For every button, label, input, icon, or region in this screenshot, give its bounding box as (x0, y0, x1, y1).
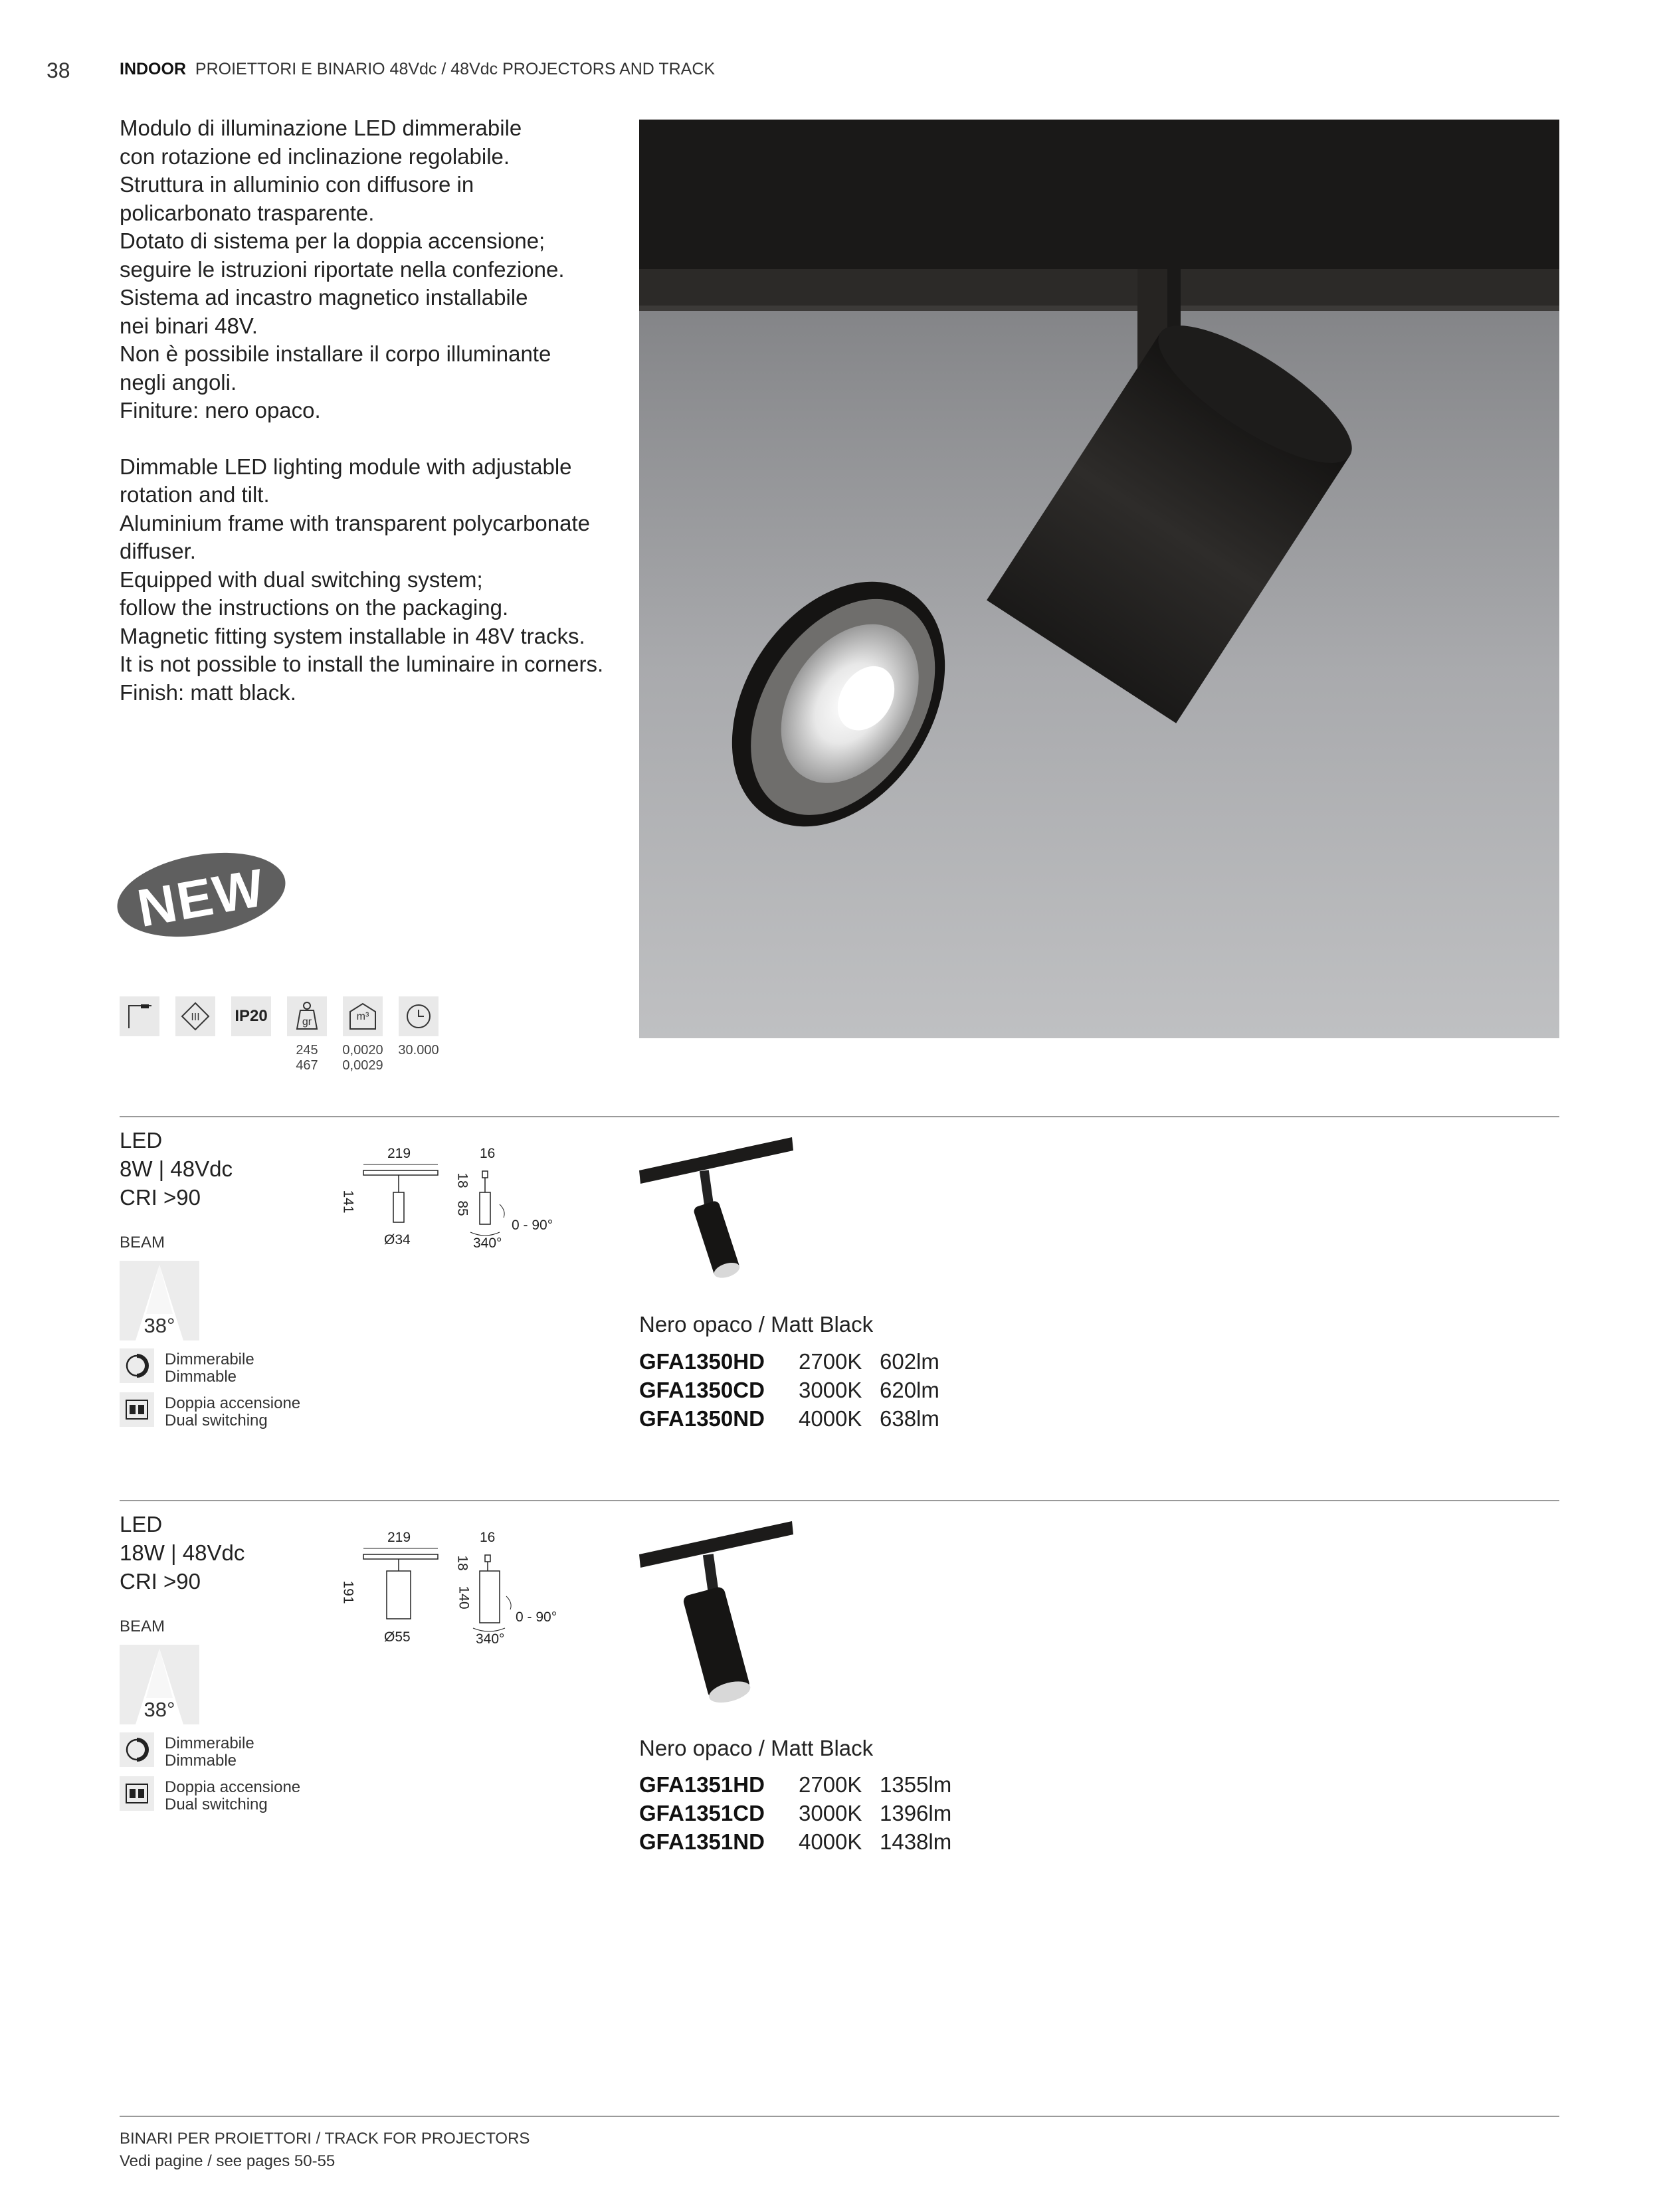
variant-cct: 4000K (799, 1406, 862, 1431)
desc-it-line: con rotazione ed inclinazione regolabile. (120, 143, 510, 169)
switch-it: Doppia accensione (165, 1394, 301, 1412)
variant-code: GFA1350HD (639, 1349, 765, 1374)
badge-text: NEW (133, 857, 270, 939)
spotlight-illustration (639, 120, 1559, 1038)
desc-it-line: negli angoli. (120, 369, 237, 395)
dim-diameter: Ø55 (384, 1629, 411, 1645)
dimmable-en: Dimmable (165, 1368, 237, 1386)
lifetime-clock-icon (399, 996, 439, 1036)
desc-en-line: Magnetic fitting system installable in 48V tracks. (120, 623, 585, 648)
volume-value: 0,0029 (342, 1058, 383, 1073)
beam-angle-value: 38° (144, 1314, 175, 1337)
product-1-variants (639, 1347, 939, 1433)
product-2-variants (639, 1770, 951, 1856)
ip20-icon (231, 996, 271, 1036)
dual-switch-icon (120, 1776, 154, 1811)
dim-side-top: 18 (454, 1172, 470, 1188)
desc-it-line: Struttura in alluminio con diffusore in (120, 172, 474, 197)
weight-value: 467 (296, 1058, 318, 1073)
beam-label: BEAM (120, 1617, 165, 1635)
dual-switch-icon (120, 1392, 154, 1427)
dimmable-it: Dimmerabile (165, 1350, 254, 1368)
desc-en-line: diffuser. (120, 539, 196, 563)
product-1-spec (120, 1126, 233, 1212)
product-2-image (639, 1513, 795, 1719)
weight-icon (287, 996, 327, 1036)
dim-side-body: 85 (454, 1200, 470, 1216)
product-2-spec (120, 1510, 244, 1596)
desc-en-line: It is not possible to install the luminaire in corners. (120, 652, 604, 676)
desc-it-line: Non è possibile installare il corpo illuminante (120, 341, 551, 366)
variant-lumen: 1355lm (880, 1772, 952, 1797)
weight-value: 245 (296, 1043, 318, 1058)
variant-cct: 4000K (799, 1829, 862, 1854)
product-2-finish: Nero opaco / Matt Black (639, 1736, 874, 1760)
desc-en-line: Dimmable LED lighting module with adjustable (120, 454, 572, 479)
product-1-finish: Nero opaco / Matt Black (639, 1312, 874, 1336)
dimmable-en: Dimmable (165, 1752, 237, 1770)
variant-code: GFA1350CD (639, 1378, 765, 1402)
product-2-dimension-drawing (332, 1523, 571, 1656)
variant-row (639, 1347, 939, 1376)
volume-unit: m³ (356, 1011, 369, 1022)
dim-rotation: 340° (476, 1631, 505, 1647)
desc-it-line: nei binari 48V. (120, 313, 258, 338)
dim-side-body: 140 (456, 1586, 472, 1610)
variant-cct: 2700K (799, 1349, 862, 1374)
variant-lumen: 638lm (880, 1406, 939, 1431)
dim-tilt: 0 - 90° (512, 1218, 553, 1233)
desc-it-line: seguire le istruzioni riportate nella confezione. (120, 256, 565, 282)
dimmable-icon (120, 1348, 154, 1383)
variant-code: GFA1351HD (639, 1772, 765, 1797)
dim-rotation: 340° (473, 1236, 502, 1251)
desc-it-line: policarbonato trasparente. (120, 200, 375, 225)
desc-it-line: Dotato di sistema per la doppia accensione; (120, 229, 545, 253)
dim-side-width: 16 (480, 1530, 496, 1545)
desc-it-line: Sistema ad incastro magnetico installabile (120, 285, 528, 310)
track-mount-icon (120, 996, 159, 1036)
footer-see-pages: Vedi pagine / see pages 50-55 (120, 2152, 336, 2170)
variant-code: GFA1351CD (639, 1801, 765, 1825)
section-subtitle: PROIETTORI E BINARIO 48Vdc / 48Vdc PROJECTORS AND TRACK (195, 60, 716, 78)
light-type: LED (120, 1128, 163, 1152)
section-title: INDOOR (120, 60, 186, 78)
variant-row (639, 1404, 939, 1433)
dim-side-width: 16 (480, 1146, 496, 1161)
variant-code: GFA1351ND (639, 1829, 765, 1854)
dimmable-icon (120, 1732, 154, 1767)
dim-height: 191 (340, 1580, 356, 1604)
power-voltage: 8W | 48Vdc (120, 1156, 233, 1181)
beam-angle-icon (120, 1645, 199, 1724)
class-iii-icon (175, 996, 215, 1036)
variant-cct: 2700K (799, 1772, 862, 1797)
footer-track-link: BINARI PER PROIETTORI / TRACK FOR PROJECTORS (120, 2130, 530, 2148)
page-number: 38 (47, 58, 70, 82)
product-1-dimension-drawing (332, 1139, 571, 1262)
dimmable-it: Dimmerabile (165, 1734, 254, 1752)
beam-angle-value: 38° (144, 1698, 175, 1721)
desc-en-line: Equipped with dual switching system; (120, 567, 483, 592)
variant-lumen: 1396lm (880, 1801, 952, 1825)
dual-switch-label (165, 1779, 300, 1813)
page-header (120, 60, 715, 79)
svg-text:III: III (191, 1011, 200, 1023)
variant-row (639, 1827, 951, 1856)
dim-width: 219 (387, 1146, 411, 1161)
power-voltage: 18W | 48Vdc (120, 1540, 245, 1565)
product-1-image (639, 1129, 795, 1289)
light-type: LED (120, 1512, 163, 1536)
desc-it-line: Modulo di illuminazione LED dimmerabile (120, 116, 522, 140)
desc-en-line: follow the instructions on the packaging. (120, 595, 509, 620)
section-divider (120, 1500, 1559, 1501)
new-badge (114, 849, 288, 941)
variant-cct: 3000K (799, 1378, 862, 1402)
desc-en-line: Aluminium frame with transparent polycarbonate (120, 510, 591, 535)
footer-divider (120, 2116, 1559, 2117)
dim-width: 219 (387, 1530, 411, 1545)
dual-switch-label (165, 1395, 300, 1429)
weight-values (287, 1043, 327, 1073)
variant-row (639, 1799, 951, 1827)
variant-row (639, 1770, 951, 1799)
variant-lumen: 620lm (880, 1378, 939, 1402)
section-divider (120, 1116, 1559, 1117)
dim-height: 141 (340, 1190, 356, 1214)
desc-en-line: Finish: matt black. (120, 680, 296, 705)
beam-label: BEAM (120, 1234, 165, 1251)
variant-lumen: 1438lm (880, 1829, 952, 1854)
dimmable-label (165, 1351, 254, 1386)
variant-lumen: 602lm (880, 1349, 939, 1374)
dimmable-label (165, 1735, 254, 1770)
variant-code: GFA1350ND (639, 1406, 765, 1431)
beam-angle-icon (120, 1261, 199, 1340)
volume-value: 0,0020 (342, 1043, 383, 1058)
desc-en-line: rotation and tilt. (120, 482, 270, 507)
volume-values (336, 1043, 389, 1073)
product-hero-photo (639, 120, 1559, 1038)
lifetime-hours: 30.000 (398, 1043, 439, 1058)
product-description (120, 114, 625, 707)
volume-icon (343, 996, 383, 1036)
dim-diameter: Ø34 (384, 1232, 411, 1247)
cri-value: CRI >90 (120, 1185, 201, 1210)
desc-it-line: Finiture: nero opaco. (120, 398, 321, 422)
dim-tilt: 0 - 90° (516, 1610, 557, 1625)
ip-rating-label: IP20 (235, 1007, 268, 1025)
lifetime-value (392, 1043, 445, 1058)
cri-value: CRI >90 (120, 1569, 201, 1594)
variant-row (639, 1376, 939, 1404)
dim-side-top: 18 (454, 1555, 470, 1571)
weight-unit: gr (302, 1016, 312, 1028)
switch-en: Dual switching (165, 1796, 268, 1813)
switch-en: Dual switching (165, 1412, 268, 1429)
variant-cct: 3000K (799, 1801, 862, 1825)
switch-it: Doppia accensione (165, 1778, 301, 1796)
